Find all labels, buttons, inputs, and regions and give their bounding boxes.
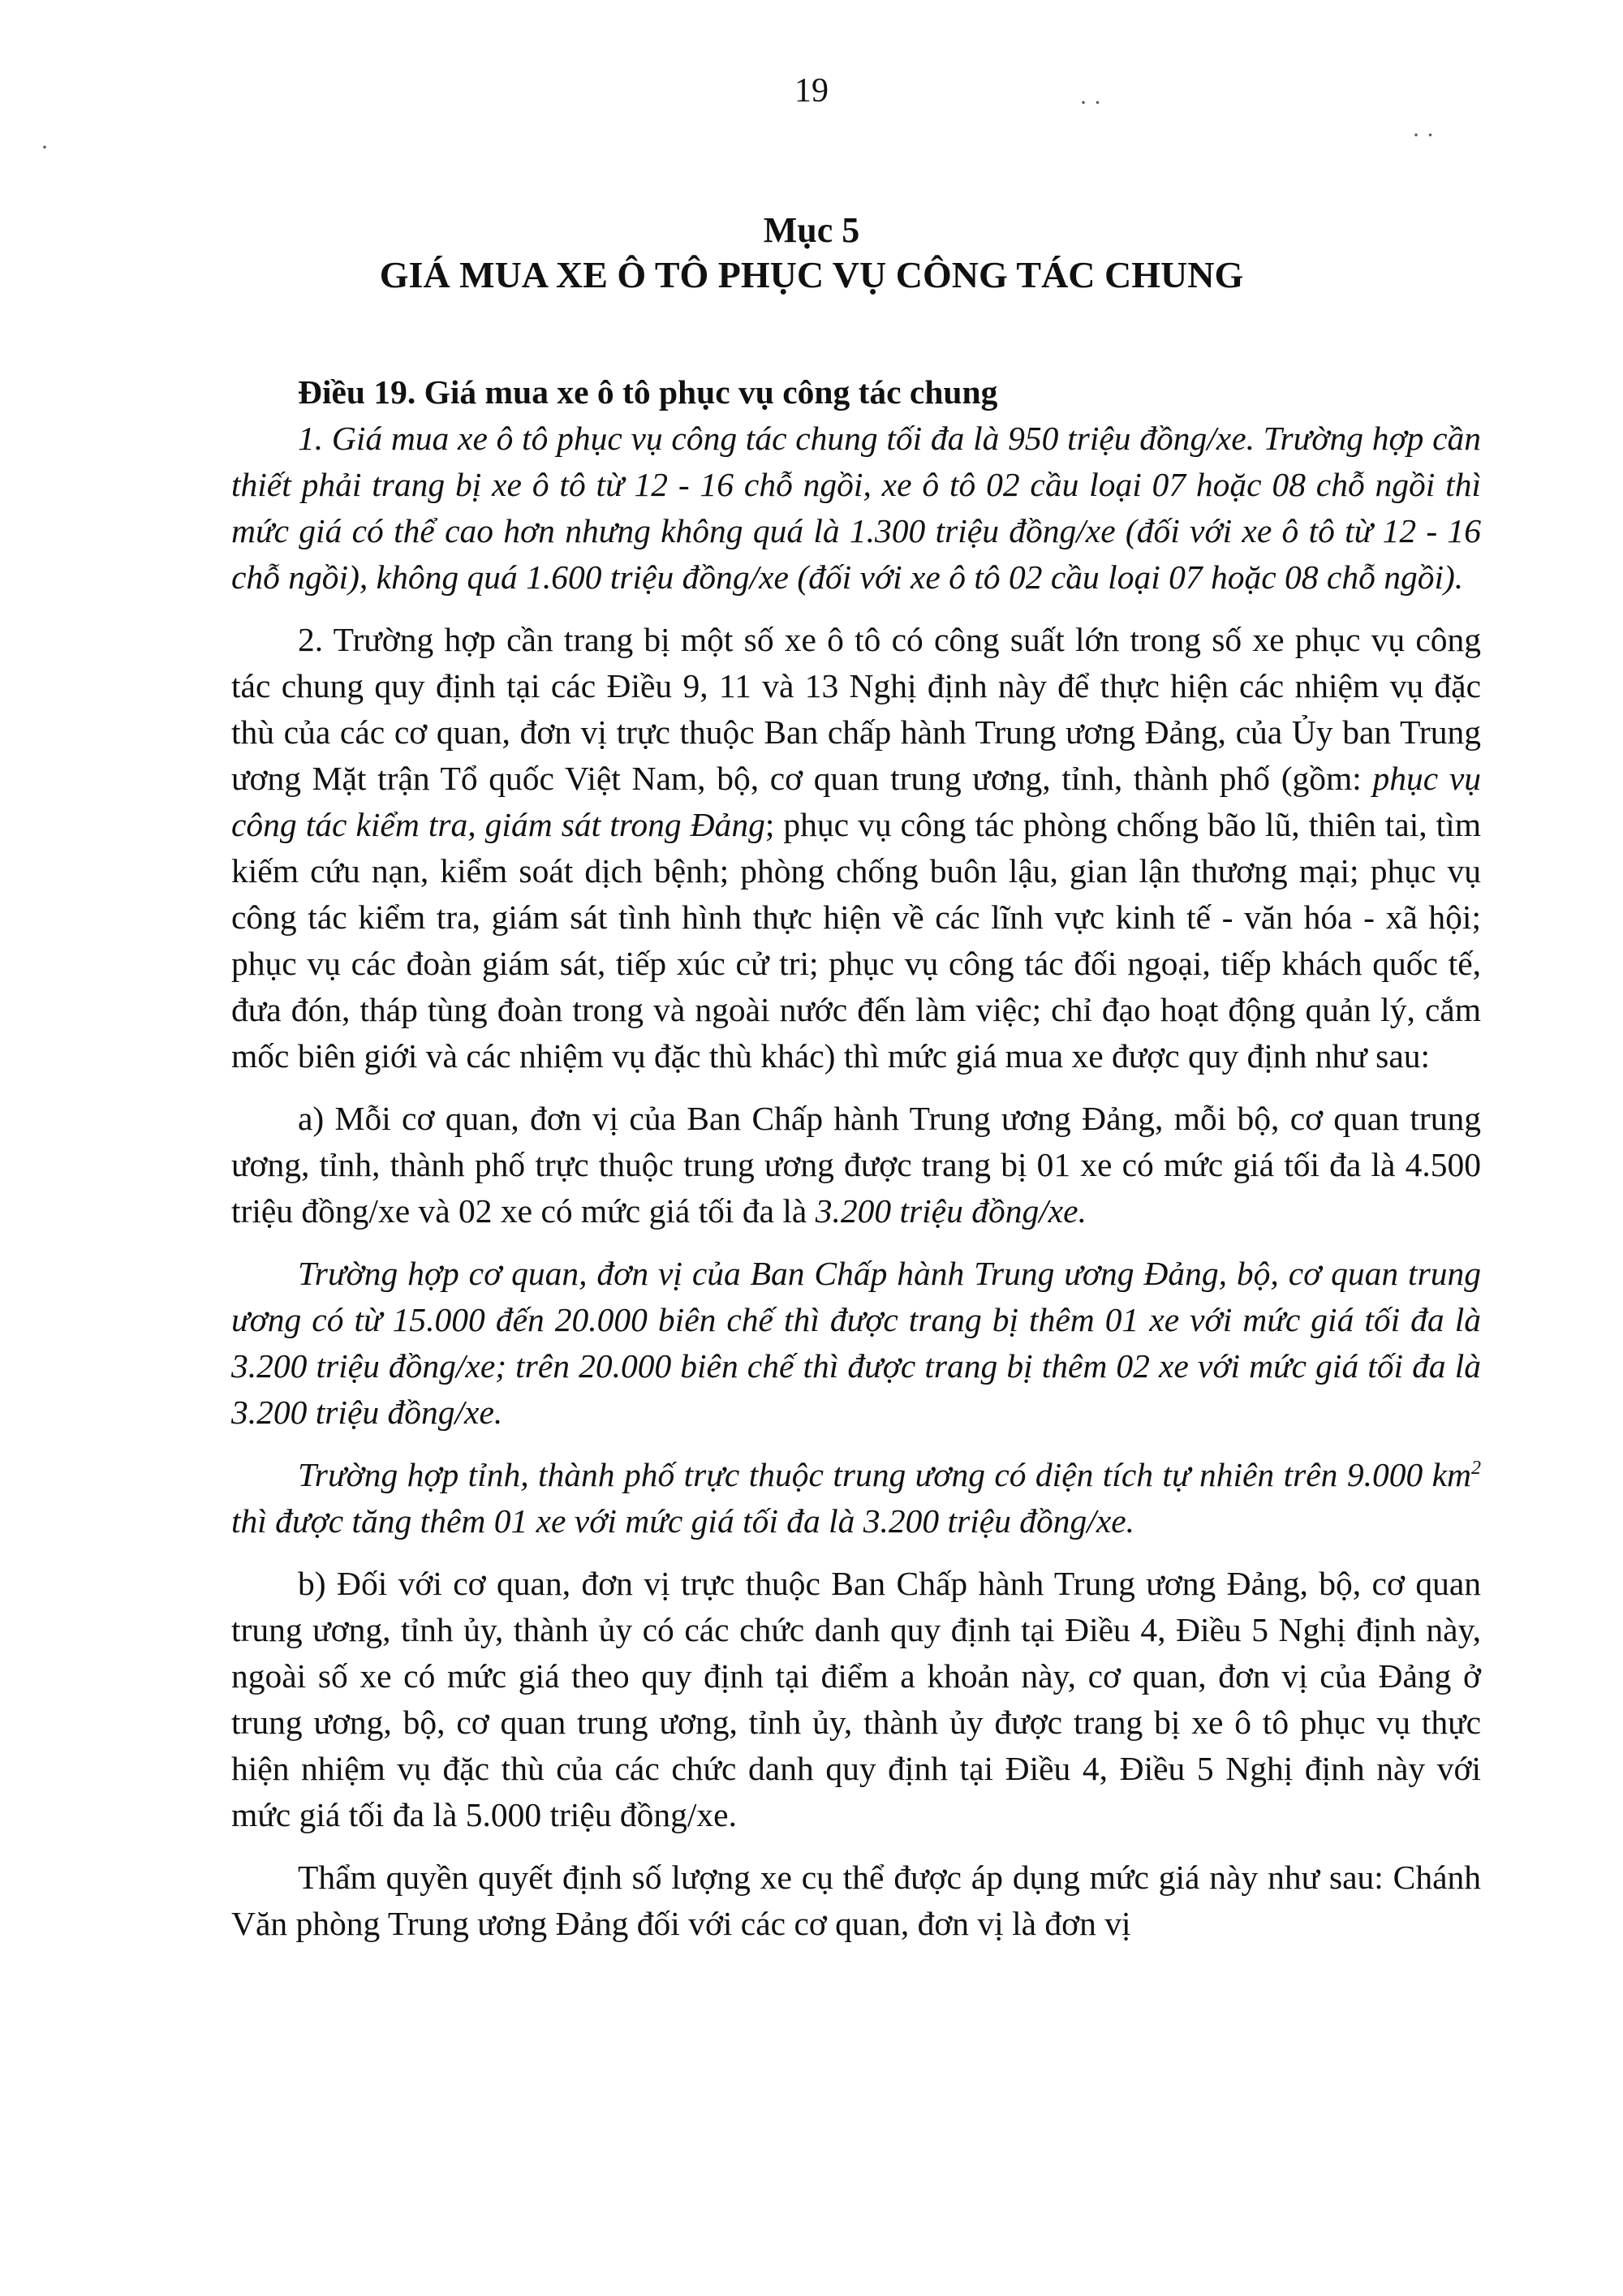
document-body: [231, 369, 1481, 1947]
article-label: Điều 19.: [298, 373, 416, 411]
section-title: GIÁ MUA XE Ô TÔ PHỤC VỤ CÔNG TÁC CHUNG: [379, 254, 1244, 295]
scan-speck: ·: [41, 134, 49, 161]
point-a-note-1: Trường hợp cơ quan, đơn vị của Ban Chấp hành Trung ương Đảng, bộ, cơ quan trung ương có từ 15.000 đến 20.000 biên chế thì được trang bị thêm 01 xe với mức giá tối đa là 3.200 triệu đồng/xe; trên 20.000 biên chế thì được trang bị thêm 02 xe với mức giá tối đa là 3.200 triệu đồng/xe.: [231, 1255, 1481, 1431]
clause-2-italic: phục vụ công tác kiểm tra, giám sát trong Đảng: [231, 760, 1482, 843]
authority-paragraph: Thẩm quyền quyết định số lượng xe cụ thể được áp dụng mức giá này như sau: Chánh Văn phòng Trung ương Đảng đối với các cơ quan, đơn vị là đơn vị: [231, 1859, 1481, 1942]
scan-speck: · ·: [1412, 122, 1435, 149]
superscript: 2: [1471, 1458, 1481, 1480]
clause-2-text-c: ; phục vụ công tác phòng chống bão lũ, thiên tai, tìm kiếm cứu nạn, kiểm soát dịch bệnh; phòng chống buôn lậu, gian lận thương mại; phục vụ công tác kiểm tra, giám sát tình hình thực hiện về các lĩnh vực kinh tế - văn hóa - xã hội; phục vụ các đoàn giám sát, tiếp xúc cử tri; phục vụ công tác đối ngoại, tiếp khách quốc tế, đưa đón, tháp tùng đoàn trong và ngoài nước đến làm việc; chỉ đạo hoạt động quản lý, cắm mốc biên giới và các nhiệm vụ đặc thù khác) thì mức giá mua xe được quy định như sau:: [231, 806, 1481, 1075]
clause-2: [231, 617, 1481, 1079]
point-a-note-2: [231, 1452, 1481, 1544]
point-a: [231, 1096, 1481, 1234]
point-a-italic: 3.200 triệu đồng/xe.: [815, 1192, 1087, 1230]
scan-speck: · ·: [1079, 89, 1102, 116]
page-number: 19: [794, 72, 829, 110]
article-title: Giá mua xe ô tô phục vụ công tác chung: [415, 373, 998, 411]
section-label: Mục 5: [763, 210, 860, 250]
point-b: b) Đối với cơ quan, đơn vị trực thuộc Ban Chấp hành Trung ương Đảng, bộ, cơ quan trung ương, tỉnh ủy, thành ủy có các chức danh quy định tại Điều 4, Điều 5 Nghị định này, ngoài số xe có mức giá theo quy định tại điểm a khoản này, cơ quan, đơn vị của Đảng ở trung ương, bộ, cơ quan trung ương, tỉnh ủy, thành ủy được trang bị xe ô tô phục vụ thực hiện nhiệm vụ đặc thù của các chức danh quy định tại Điều 4, Điều 5 Nghị định này với mức giá tối đa là 5.000 triệu đồng/xe.: [231, 1565, 1481, 1833]
clause-2-text-a: 2. Trường hợp cần trang bị một số xe ô tô có công suất lớn trong số xe phục vụ công tác chung quy định tại các Điều 9, 11 và 13 Nghị định này để thực hiện các nhiệm vụ đặc thù của các cơ quan, đơn vị trực thuộc Ban chấp hành Trung ương Đảng, của Ủy ban Trung ương Mặt trận Tổ quốc Việt Nam, bộ, cơ quan trung ương, tỉnh, thành phố (gồm:: [231, 621, 1481, 797]
point-a-note-2-text-b: thì được tăng thêm 01 xe với mức giá tối đa là 3.200 triệu đồng/xe.: [231, 1502, 1135, 1540]
clause-1: 1. Giá mua xe ô tô phục vụ công tác chung tối đa là 950 triệu đồng/xe. Trường hợp cần thiết phải trang bị xe ô tô từ 12 - 16 chỗ ngồi, xe ô tô 02 cầu loại 07 hoặc 08 chỗ ngồi thì mức giá có thể cao hơn nhưng không quá là 1.300 triệu đồng/xe (đối với xe ô tô từ 12 - 16 chỗ ngồi), không quá 1.600 triệu đồng/xe (đối với xe ô tô 02 cầu loại 07 hoặc 08 chỗ ngồi).: [231, 420, 1481, 596]
article-heading: [231, 369, 1481, 416]
point-a-note-2-text: Trường hợp tỉnh, thành phố trực thuộc trung ương có diện tích tự nhiên trên 9.000 km: [298, 1456, 1471, 1493]
point-a-text: a) Mỗi cơ quan, đơn vị của Ban Chấp hành Trung ương Đảng, mỗi bộ, cơ quan trung ương, tỉnh, thành phố trực thuộc trung ương được trang bị 01 xe có mức giá tối đa là 4.500 triệu đồng/xe và 02 xe có mức giá tối đa là: [231, 1100, 1481, 1230]
